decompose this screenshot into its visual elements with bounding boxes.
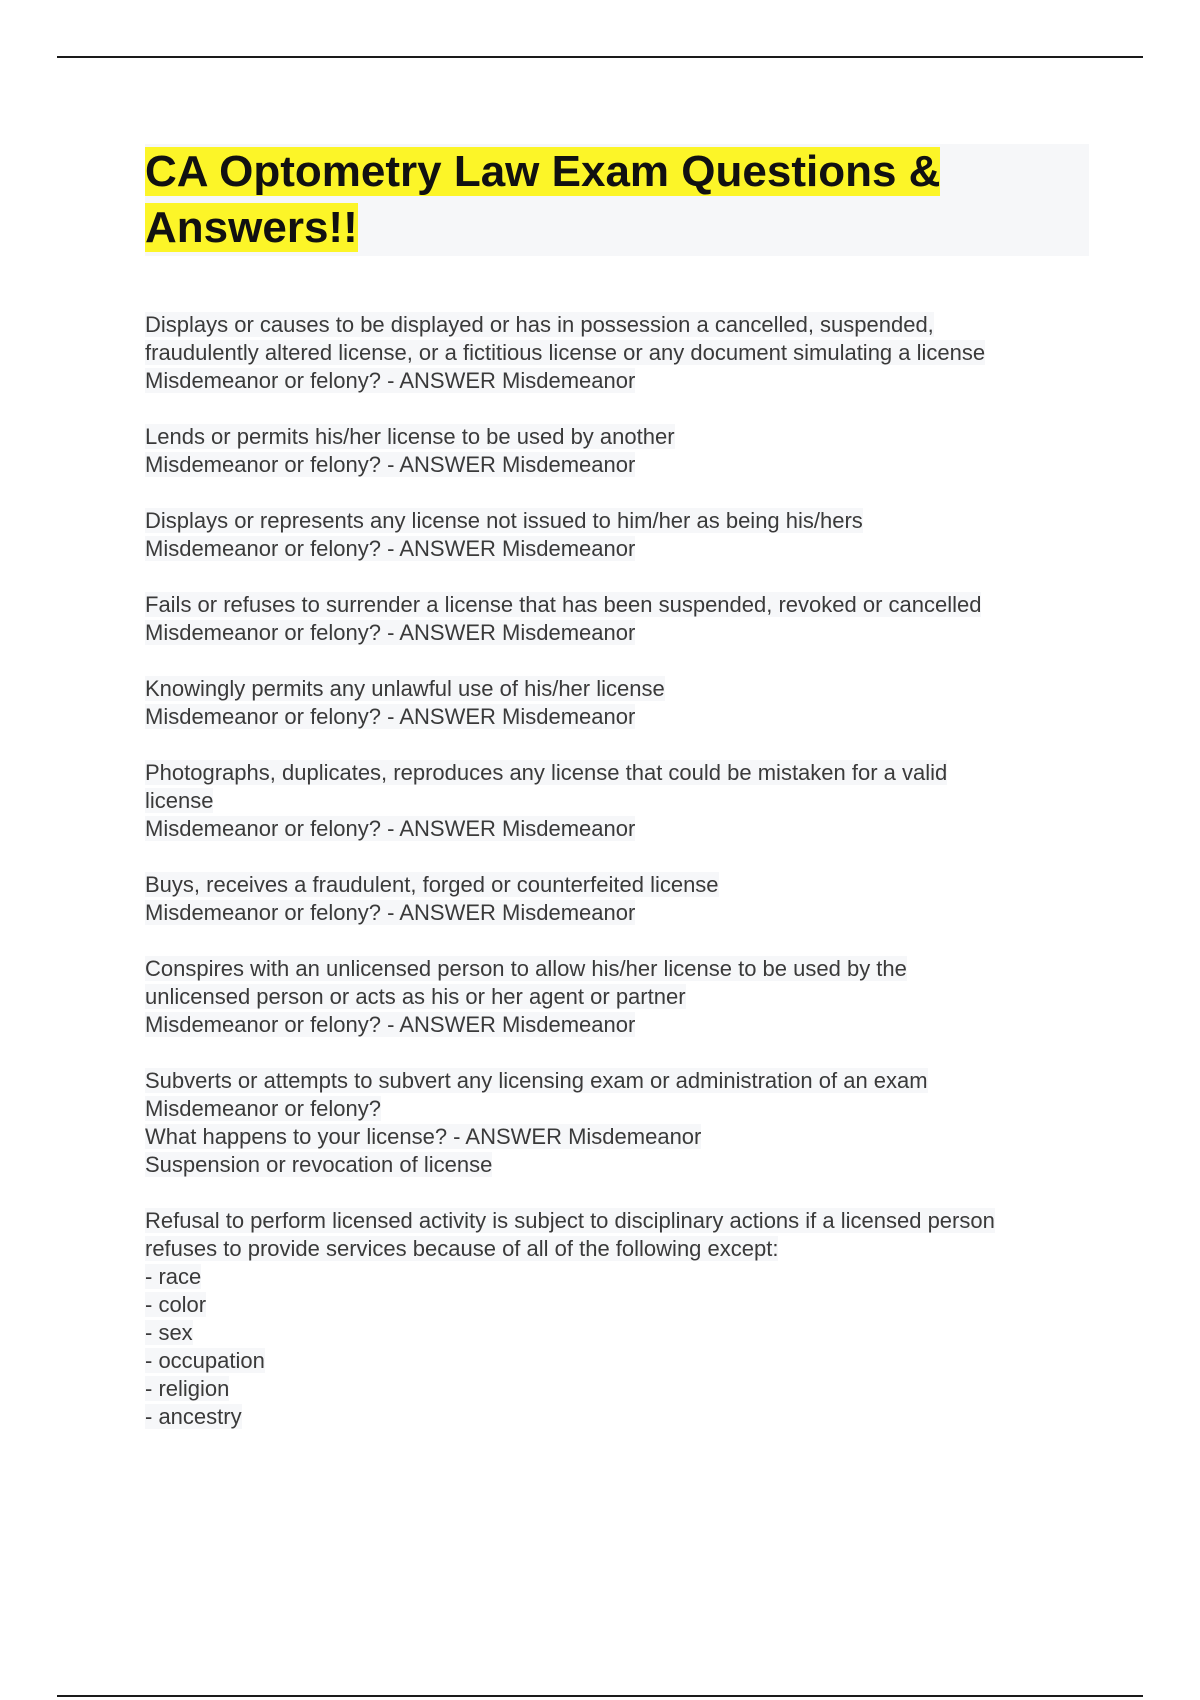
qa-list	[145, 311, 1089, 1459]
qa-line	[145, 675, 1089, 703]
qa-line	[145, 619, 1089, 647]
qa-line	[145, 703, 1089, 731]
qa-line	[145, 899, 1089, 927]
top-rule	[57, 56, 1143, 58]
qa-item	[145, 423, 1089, 479]
qa-line-text: Misdemeanor or felony? - ANSWER Misdemeanor	[145, 704, 636, 729]
qa-line	[145, 815, 1089, 843]
qa-item	[145, 955, 1089, 1039]
qa-line	[145, 1403, 1089, 1431]
qa-line-text: - sex	[145, 1320, 193, 1345]
qa-item	[145, 1067, 1089, 1179]
title-line-1: CA Optometry Law Exam Questions &	[145, 147, 941, 196]
qa-line-text: Refusal to perform licensed activity is subject to disciplinary actions if a licensed person	[145, 1208, 995, 1233]
qa-line-text: refuses to provide services because of all of the following except:	[145, 1236, 779, 1261]
qa-item	[145, 591, 1089, 647]
qa-item	[145, 507, 1089, 563]
qa-line-text: Fails or refuses to surrender a license that has been suspended, revoked or cancelled	[145, 592, 982, 617]
qa-line	[145, 983, 1089, 1011]
bottom-rule	[57, 1695, 1143, 1697]
qa-line	[145, 1067, 1089, 1095]
qa-line	[145, 787, 1089, 815]
qa-line-text: Lends or permits his/her license to be used by another	[145, 424, 675, 449]
qa-line-text: fraudulently altered license, or a fictitious license or any document simulating a license	[145, 340, 986, 365]
qa-line-text: - color	[145, 1292, 207, 1317]
qa-line-text: Displays or causes to be displayed or has in possession a cancelled, suspended,	[145, 312, 934, 337]
qa-line	[145, 955, 1089, 983]
qa-item	[145, 1207, 1089, 1431]
qa-line-text: Misdemeanor or felony? - ANSWER Misdemeanor	[145, 536, 636, 561]
document-title	[145, 144, 1089, 256]
qa-line	[145, 311, 1089, 339]
qa-line	[145, 1123, 1089, 1151]
qa-line-text: Misdemeanor or felony? - ANSWER Misdemeanor	[145, 368, 636, 393]
qa-line-text: Knowingly permits any unlawful use of his/her license	[145, 676, 665, 701]
qa-item	[145, 675, 1089, 731]
qa-line	[145, 1207, 1089, 1235]
qa-line	[145, 759, 1089, 787]
qa-item	[145, 311, 1089, 395]
qa-line	[145, 367, 1089, 395]
qa-line-text: Misdemeanor or felony? - ANSWER Misdemeanor	[145, 900, 636, 925]
qa-line	[145, 1347, 1089, 1375]
qa-line-text: - ancestry	[145, 1404, 242, 1429]
qa-line	[145, 507, 1089, 535]
qa-line	[145, 535, 1089, 563]
qa-line-text: Misdemeanor or felony? - ANSWER Misdemeanor	[145, 816, 636, 841]
qa-line	[145, 1319, 1089, 1347]
qa-line	[145, 1375, 1089, 1403]
qa-line	[145, 423, 1089, 451]
qa-line-text: - religion	[145, 1376, 230, 1401]
qa-line	[145, 871, 1089, 899]
qa-line-text: - occupation	[145, 1348, 265, 1373]
qa-line	[145, 1291, 1089, 1319]
qa-line	[145, 591, 1089, 619]
qa-line-text: Misdemeanor or felony? - ANSWER Misdemeanor	[145, 452, 636, 477]
title-line-2: Answers!!	[145, 203, 358, 252]
qa-line	[145, 1235, 1089, 1263]
qa-line-text: Suspension or revocation of license	[145, 1152, 493, 1177]
qa-line-text: Displays or represents any license not issued to him/her as being his/hers	[145, 508, 863, 533]
qa-line	[145, 451, 1089, 479]
qa-line-text: Photographs, duplicates, reproduces any license that could be mistaken for a valid	[145, 760, 948, 785]
qa-line	[145, 1011, 1089, 1039]
qa-line-text: Conspires with an unlicensed person to allow his/her license to be used by the	[145, 956, 907, 981]
qa-line-text: What happens to your license? - ANSWER Misdemeanor	[145, 1124, 702, 1149]
title-block	[145, 144, 1089, 256]
qa-line-text: - race	[145, 1264, 202, 1289]
qa-line-text: Misdemeanor or felony?	[145, 1096, 382, 1121]
qa-line-text: Misdemeanor or felony? - ANSWER Misdemeanor	[145, 620, 636, 645]
qa-line-text: Buys, receives a fraudulent, forged or counterfeited license	[145, 872, 719, 897]
qa-line-text: Misdemeanor or felony? - ANSWER Misdemeanor	[145, 1012, 636, 1037]
qa-line	[145, 1263, 1089, 1291]
qa-line	[145, 1151, 1089, 1179]
qa-item	[145, 871, 1089, 927]
qa-line-text: license	[145, 788, 214, 813]
qa-line-text: Subverts or attempts to subvert any licensing exam or administration of an exam	[145, 1068, 928, 1093]
qa-line	[145, 339, 1089, 367]
qa-line	[145, 1095, 1089, 1123]
qa-item	[145, 759, 1089, 843]
qa-line-text: unlicensed person or acts as his or her agent or partner	[145, 984, 686, 1009]
